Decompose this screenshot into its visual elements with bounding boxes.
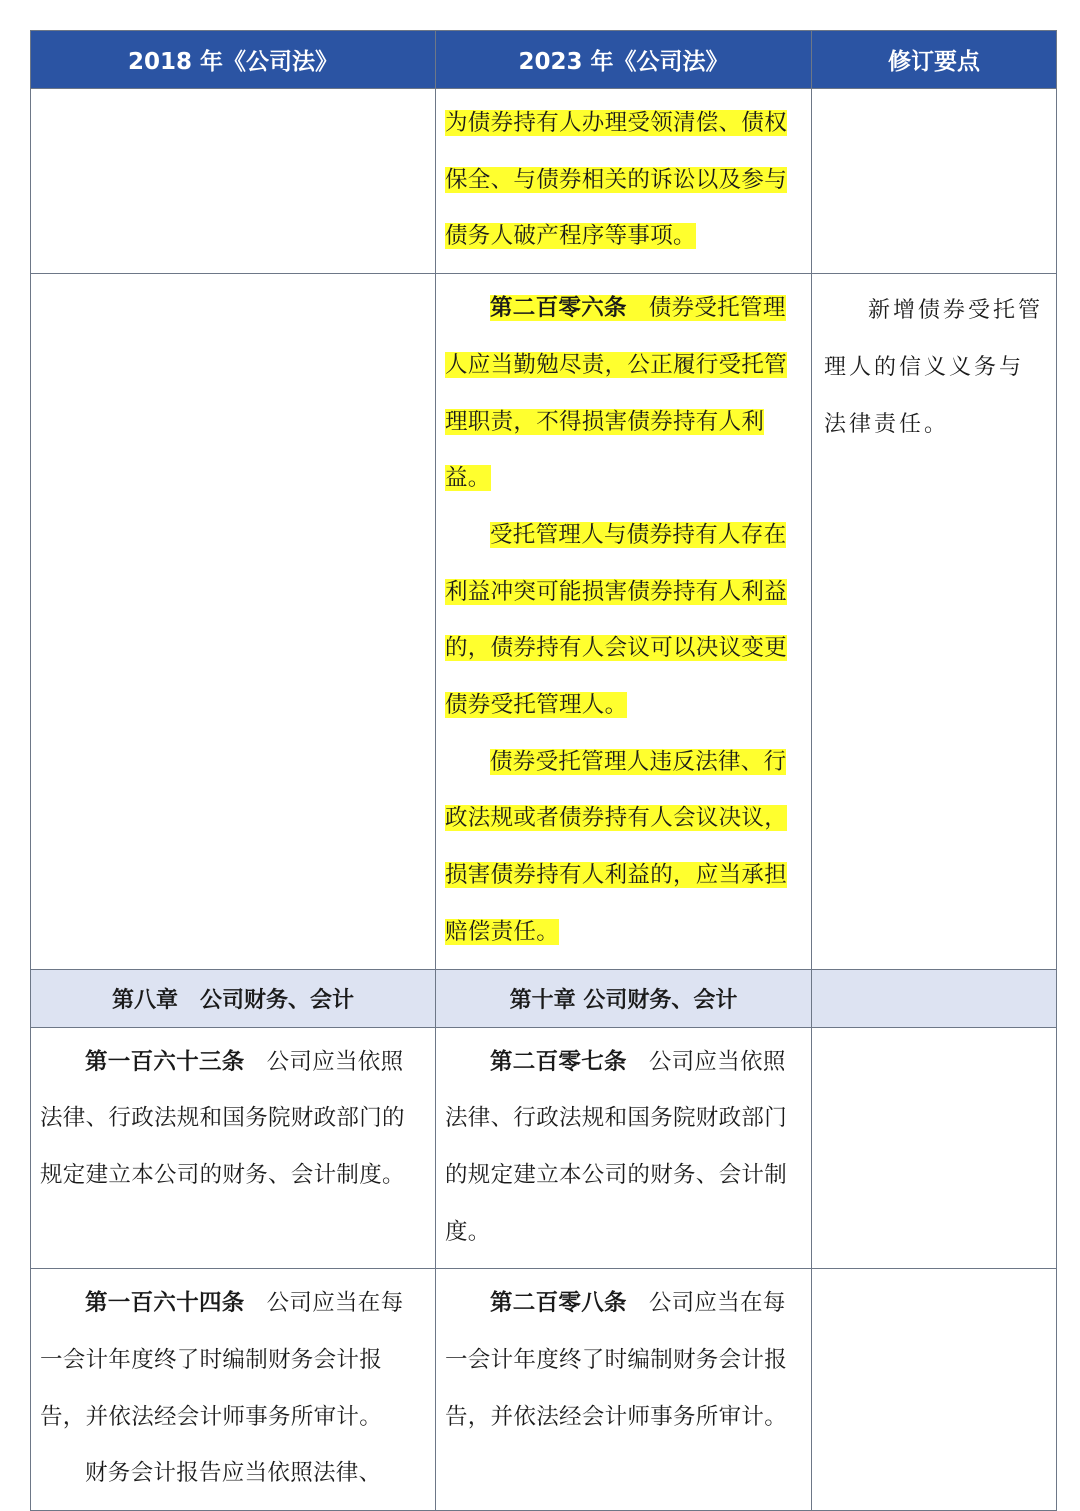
old-law-cell xyxy=(31,1269,436,1511)
new-law-paragraph: 债券受托管理人应当勤勉尽责，公正履行受托管理职责，不得损害债券持有人利益。 xyxy=(445,295,788,492)
header-row xyxy=(31,31,1057,89)
notes-cell xyxy=(812,1269,1057,1511)
old-law-paragraph: 财务会计报告应当依照法律、 xyxy=(85,1460,382,1487)
new-law-cell xyxy=(436,1027,812,1269)
article-number: 第二百零七条 xyxy=(490,1048,627,1075)
article-number: 第二百零八条 xyxy=(490,1290,627,1317)
new-law-text: 公司应当依照法律、行政法规和国务院财政部门的规定建立本公司的财务、会计制度。 xyxy=(445,1048,788,1245)
old-law-text: 公司应当在每一会计年度终了时编制财务会计报告，并依法经会计师事务所审计。 xyxy=(40,1290,404,1430)
chapter-notes xyxy=(812,969,1057,1027)
table-row xyxy=(31,274,1057,969)
header-2023: 2023 年《公司法》 xyxy=(436,31,812,89)
chapter-new: 第十章 公司财务、会计 xyxy=(436,969,812,1027)
notes-cell xyxy=(812,274,1057,969)
revision-note: 新增债券受托管理人的信义义务与法律责任。 xyxy=(824,298,1044,438)
old-law-cell xyxy=(31,1027,436,1269)
chapter-row xyxy=(31,969,1057,1027)
old-law-cell xyxy=(31,89,436,274)
new-law-cell xyxy=(436,89,812,274)
header-notes: 修订要点 xyxy=(812,31,1057,89)
table-row xyxy=(31,1027,1057,1269)
new-law-cell xyxy=(436,274,812,969)
new-law-text: 公司应当在每一会计年度终了时编制财务会计报告，并依法经会计师事务所审计。 xyxy=(445,1290,788,1430)
new-law-paragraph: 债券受托管理人违反法律、行政法规或者债券持有人会议决议，损害债券持有人利益的，应当承担赔偿责任。 xyxy=(445,748,788,945)
table-row xyxy=(31,1269,1057,1511)
new-law-cell xyxy=(436,1269,812,1511)
old-law-text: 公司应当依照法律、行政法规和国务院财政部门的规定建立本公司的财务、会计制度。 xyxy=(40,1048,405,1188)
chapter-old: 第八章 公司财务、会计 xyxy=(31,969,436,1027)
header-2018: 2018 年《公司法》 xyxy=(31,31,436,89)
article-number: 第一百六十三条 xyxy=(85,1048,245,1075)
article-number: 第二百零六条 xyxy=(490,295,627,322)
notes-cell xyxy=(812,1027,1057,1269)
table-row xyxy=(31,89,1057,274)
new-law-paragraph: 受托管理人与债券持有人存在利益冲突可能损害债券持有人利益的，债券持有人会议可以决议变更债券受托管理人。 xyxy=(445,521,788,719)
comparison-table xyxy=(30,30,1057,1511)
notes-cell xyxy=(812,89,1057,274)
new-law-text: 为债券持有人办理受领清偿、债权保全、与债券相关的诉讼以及参与债务人破产程序等事项。 xyxy=(445,110,788,250)
article-number: 第一百六十四条 xyxy=(85,1290,245,1317)
old-law-cell xyxy=(31,274,436,969)
